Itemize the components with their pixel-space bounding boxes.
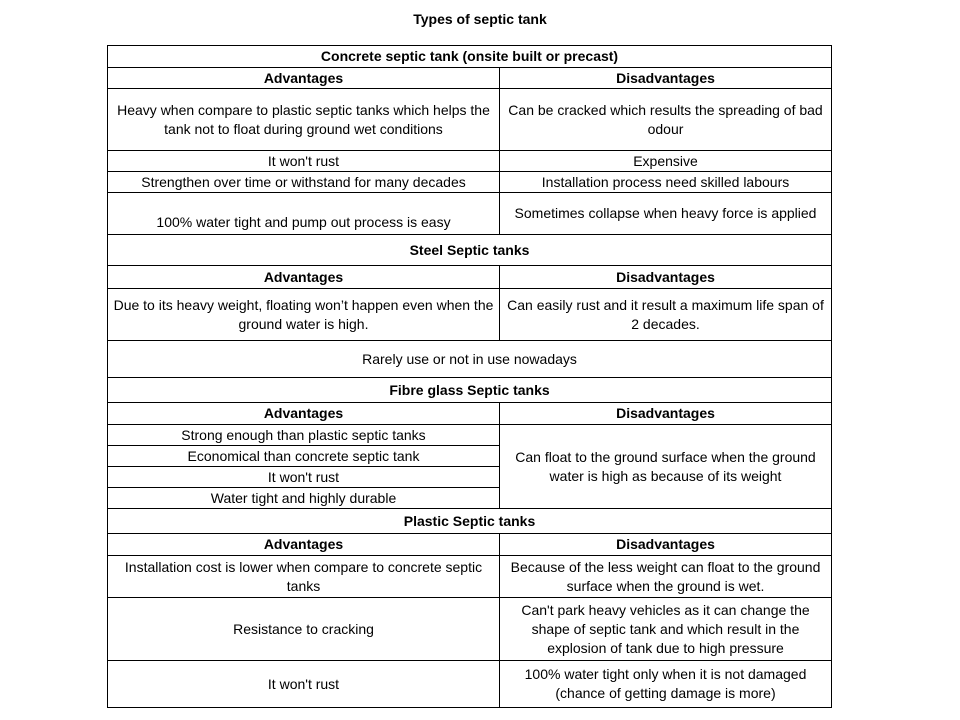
advantage-cell: Economical than concrete septic tank	[108, 446, 500, 467]
steel-note: Rarely use or not in use nowadays	[108, 341, 832, 378]
advantages-header: Advantages	[108, 68, 500, 89]
advantage-cell: Strong enough than plastic septic tanks	[108, 425, 500, 446]
disadvantages-header: Disadvantages	[500, 68, 832, 89]
disadvantage-cell: Because of the less weight can float to the ground surface when the ground is wet.	[500, 556, 832, 598]
advantage-cell: It won't rust	[108, 661, 500, 708]
disadvantages-header: Disadvantages	[500, 266, 832, 289]
advantage-cell: It won't rust	[108, 151, 500, 172]
advantage-cell: It won't rust	[108, 467, 500, 488]
section-title-concrete: Concrete septic tank (onsite built or precast)	[108, 46, 832, 68]
disadvantage-cell: Installation process need skilled labours	[500, 172, 832, 193]
advantages-header: Advantages	[108, 403, 500, 425]
section-title-fibre-glass: Fibre glass Septic tanks	[108, 378, 832, 403]
advantage-cell: Strengthen over time or withstand for many decades	[108, 172, 500, 193]
septic-tank-table	[107, 45, 832, 708]
advantages-header: Advantages	[108, 266, 500, 289]
advantage-cell: Resistance to cracking	[108, 598, 500, 661]
page-title: Types of septic tank	[413, 11, 547, 27]
disadvantage-cell: Expensive	[500, 151, 832, 172]
disadvantage-cell: 100% water tight only when it is not damaged (chance of getting damage is more)	[500, 661, 832, 708]
section-title-steel: Steel Septic tanks	[108, 235, 832, 266]
disadvantages-header: Disadvantages	[500, 534, 832, 556]
advantage-cell: Installation cost is lower when compare to concrete septic tanks	[108, 556, 500, 598]
disadvantage-cell: Can be cracked which results the spreading of bad odour	[500, 89, 832, 151]
advantage-cell: 100% water tight and pump out process is easy	[108, 193, 500, 235]
advantages-header: Advantages	[108, 534, 500, 556]
disadvantage-cell: Can't park heavy vehicles as it can change the shape of septic tank and which result in the explosion of tank due to high pressure	[500, 598, 832, 661]
disadvantage-cell: Can float to the ground surface when the ground water is high as because of its weight	[500, 425, 832, 509]
advantage-cell: Due to its heavy weight, floating won’t happen even when the ground water is high.	[108, 289, 500, 341]
disadvantage-cell: Can easily rust and it result a maximum life span of 2 decades.	[500, 289, 832, 341]
disadvantage-cell: Sometimes collapse when heavy force is applied	[500, 193, 832, 235]
advantage-cell: Water tight and highly durable	[108, 488, 500, 509]
disadvantages-header: Disadvantages	[500, 403, 832, 425]
advantage-cell: Heavy when compare to plastic septic tanks which helps the tank not to float during ground wet conditions	[108, 89, 500, 151]
section-title-plastic: Plastic Septic tanks	[108, 509, 832, 534]
